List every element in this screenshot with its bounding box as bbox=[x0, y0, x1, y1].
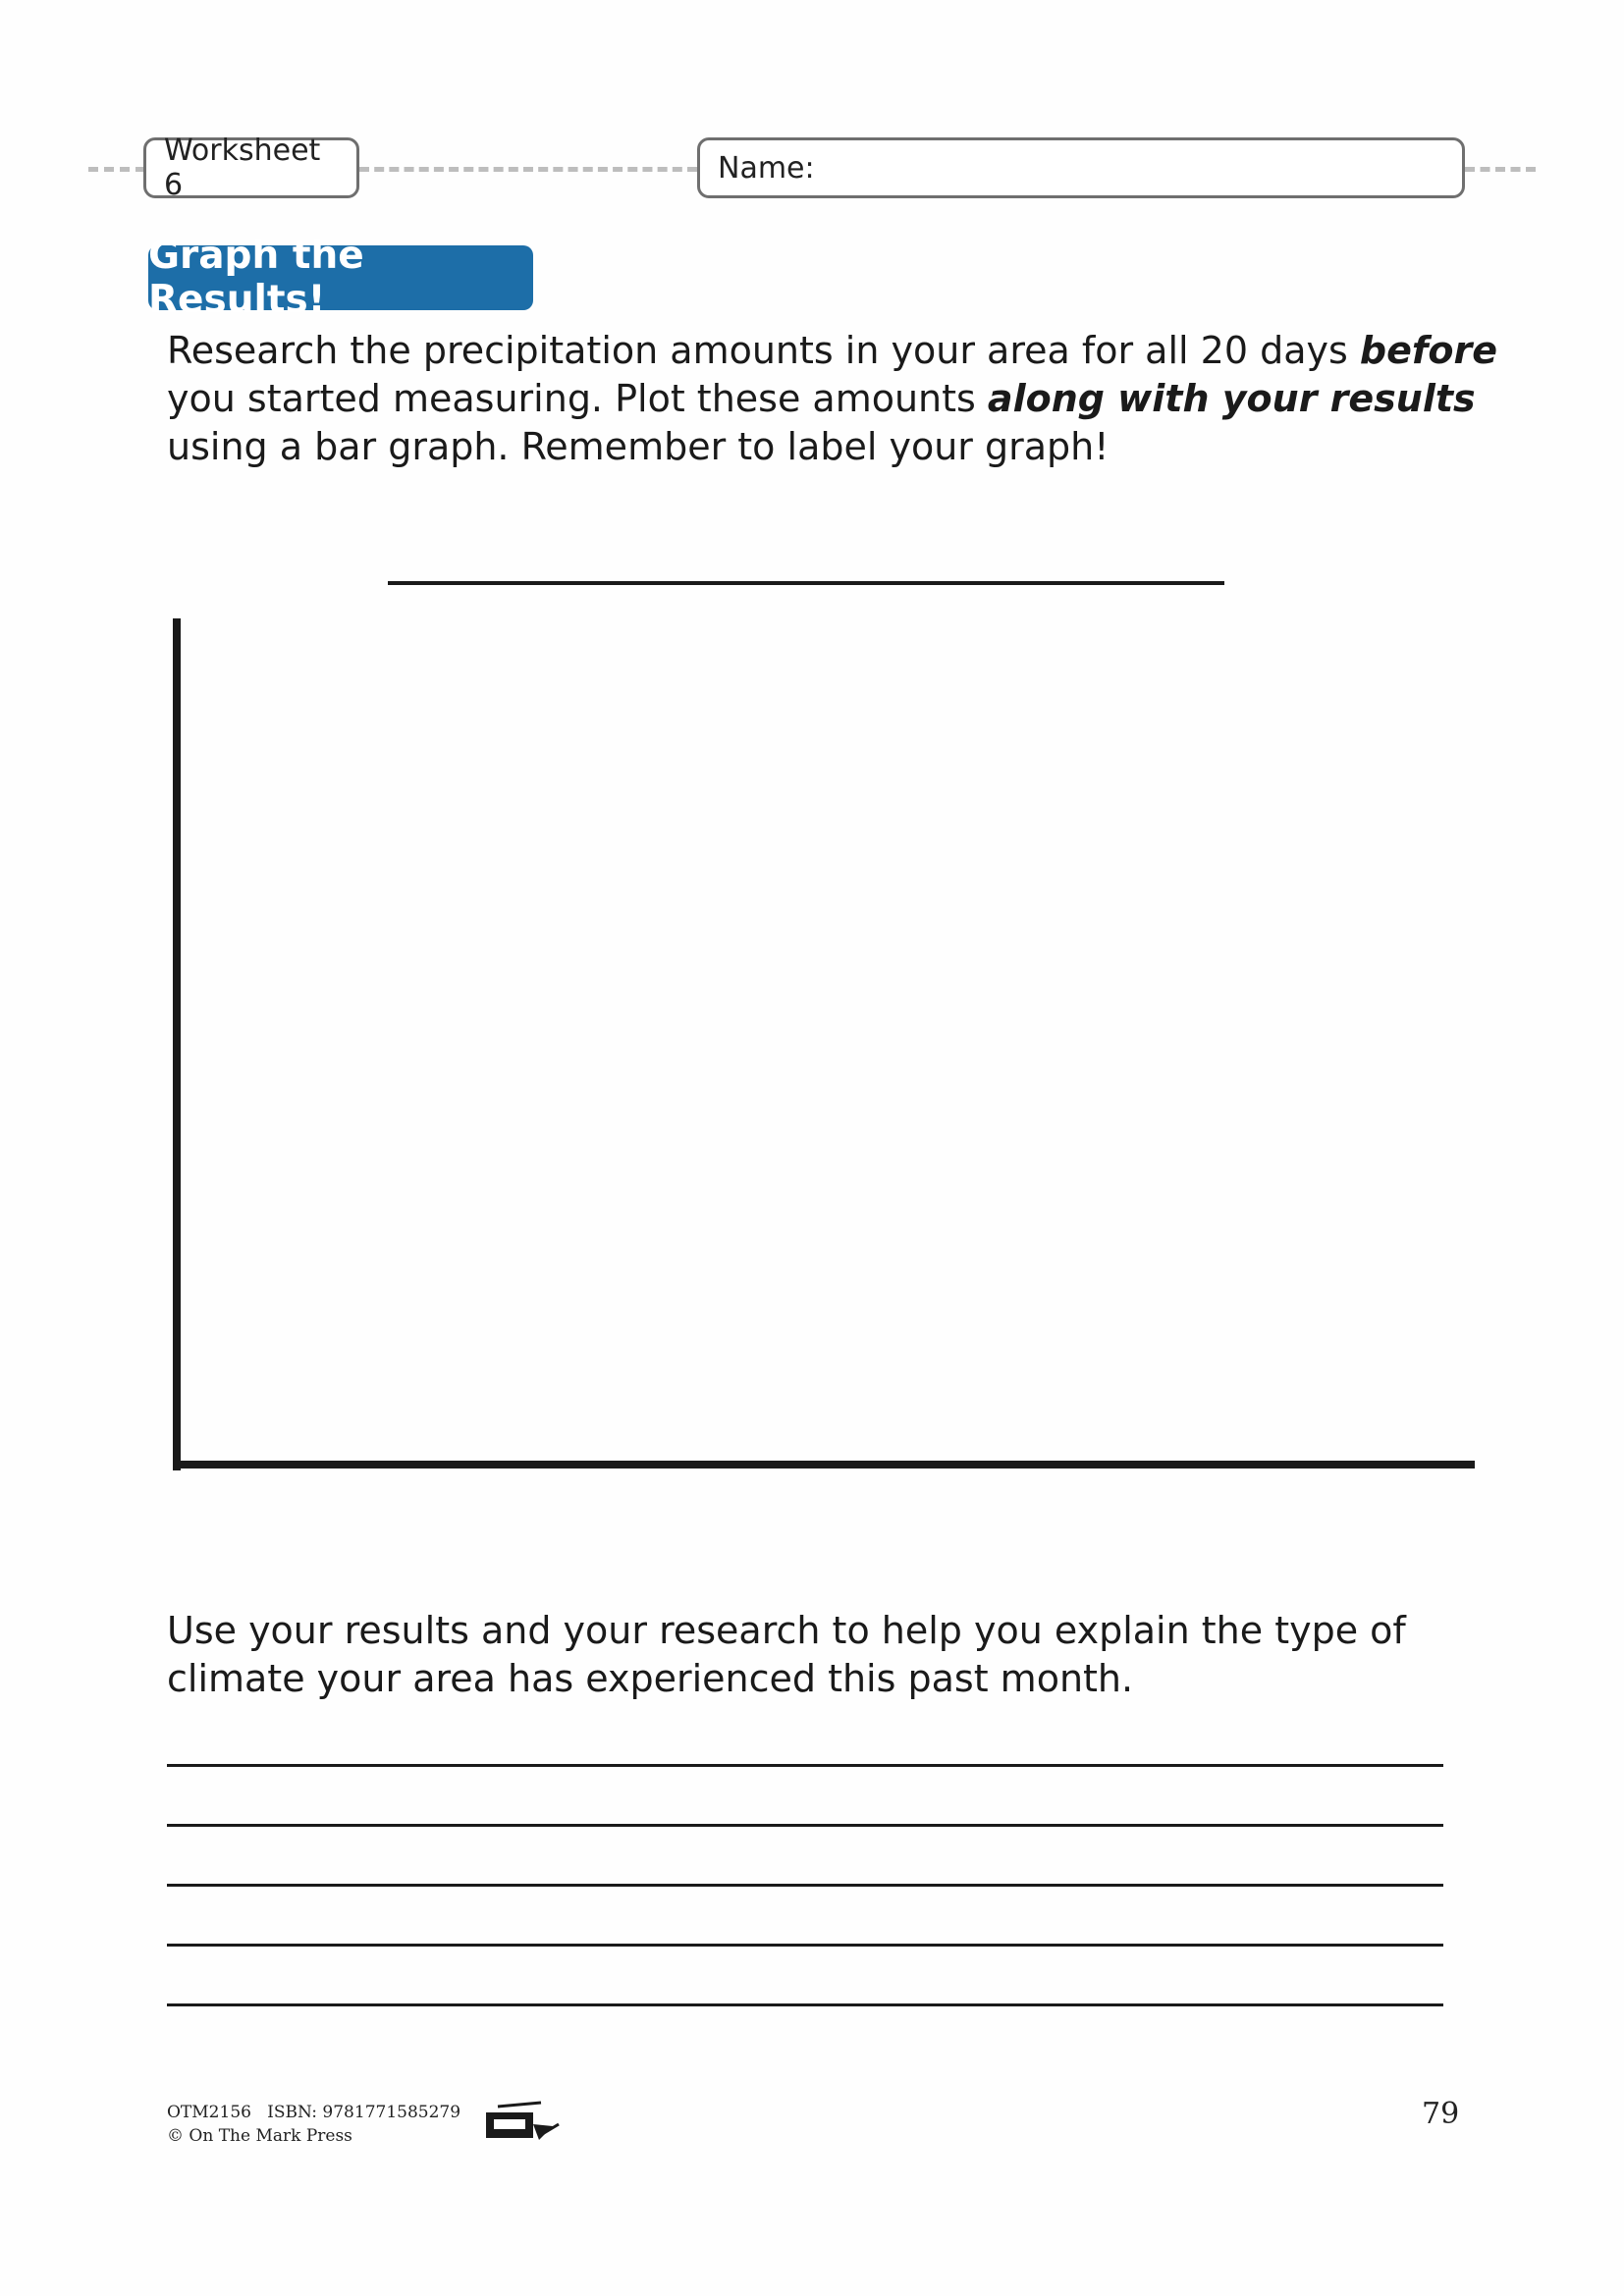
publisher-logo-icon bbox=[484, 2101, 563, 2144]
answer-line[interactable] bbox=[167, 2003, 1443, 2006]
instructions bbox=[167, 327, 1497, 471]
header-dash-right bbox=[1465, 167, 1536, 172]
worksheet-tab bbox=[143, 133, 359, 202]
question-line2: climate your area has experienced this past month. bbox=[167, 1657, 1134, 1700]
graph-x-axis bbox=[173, 1461, 1475, 1468]
page-number: 79 bbox=[1422, 2097, 1460, 2131]
instructions-line1: Research the precipitation amounts in your area for all 20 days bbox=[167, 329, 1360, 372]
answer-line[interactable] bbox=[167, 1764, 1443, 1767]
name-field[interactable] bbox=[697, 137, 1465, 198]
answer-line[interactable] bbox=[167, 1884, 1443, 1887]
header-dash-left bbox=[88, 167, 145, 172]
question-line1: Use your results and your research to help you explain the type of bbox=[167, 1609, 1406, 1652]
graph-y-axis bbox=[173, 618, 181, 1470]
section-title-banner bbox=[148, 234, 533, 322]
instructions-line2: you started measuring. Plot these amounts bbox=[167, 377, 988, 420]
instructions-emphasis-results: along with your results bbox=[987, 377, 1476, 420]
copyright: © On The Mark Press bbox=[167, 2126, 352, 2146]
isbn: ISBN: 9781771585279 bbox=[267, 2103, 461, 2122]
header-dash-middle bbox=[359, 167, 697, 172]
answer-line[interactable] bbox=[167, 1824, 1443, 1827]
section-title: Graph the Results! bbox=[148, 234, 364, 322]
question bbox=[167, 1607, 1406, 1703]
worksheet-label: Worksheet 6 bbox=[164, 133, 321, 202]
instructions-line3: using a bar graph. Remember to label your graph! bbox=[167, 425, 1110, 468]
graph-title-blank[interactable] bbox=[388, 581, 1224, 585]
footer-publisher-info bbox=[167, 2101, 460, 2148]
instructions-emphasis-before: before bbox=[1359, 329, 1497, 372]
product-code: OTM2156 bbox=[167, 2103, 251, 2122]
name-label: Name: bbox=[718, 150, 815, 186]
answer-line[interactable] bbox=[167, 1944, 1443, 1947]
